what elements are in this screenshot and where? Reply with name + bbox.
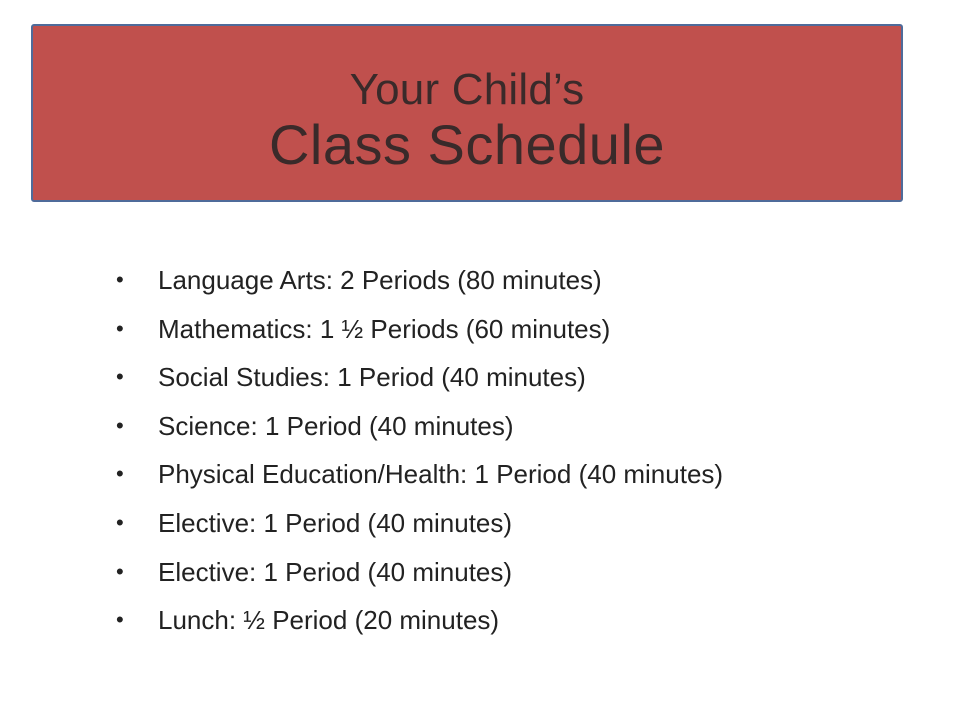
list-item-text: Language Arts: 2 Periods (80 minutes) xyxy=(158,265,602,295)
title-box xyxy=(31,24,903,202)
title-line-1: Your Child’s xyxy=(349,65,585,114)
bullet-icon: • xyxy=(116,267,124,292)
bullet-icon: • xyxy=(116,412,124,438)
bullet-icon: • xyxy=(116,315,124,341)
list-item-text: Elective: 1 Period (40 minutes) xyxy=(158,556,513,587)
bullet-icon: • xyxy=(116,364,124,390)
list-item-text: Lunch: ½ Period (20 minutes) xyxy=(158,605,500,636)
list-item-text: Physical Education/Health: 1 Period (40 minutes) xyxy=(158,459,724,490)
list-item xyxy=(114,548,894,597)
bullet-icon: • xyxy=(116,461,124,487)
list-item xyxy=(114,596,894,645)
bullet-icon: • xyxy=(116,607,124,633)
schedule-list xyxy=(114,256,894,645)
list-item xyxy=(114,353,894,402)
title-line-2: Class Schedule xyxy=(268,113,666,176)
bullet-icon: • xyxy=(116,558,124,584)
list-item xyxy=(114,402,894,451)
bullet-icon: • xyxy=(116,509,124,535)
list-item xyxy=(114,450,894,499)
list-item xyxy=(114,305,894,354)
list-item-text: Elective: 1 Period (40 minutes) xyxy=(158,507,513,538)
list-item xyxy=(114,499,894,548)
list-item xyxy=(114,256,894,305)
list-item-text: Social Studies: 1 Period (40 minutes) xyxy=(158,362,586,393)
list-item-text: Mathematics: 1 ½ Periods (60 minutes) xyxy=(158,313,611,344)
list-item-text: Science: 1 Period (40 minutes) xyxy=(158,410,514,441)
